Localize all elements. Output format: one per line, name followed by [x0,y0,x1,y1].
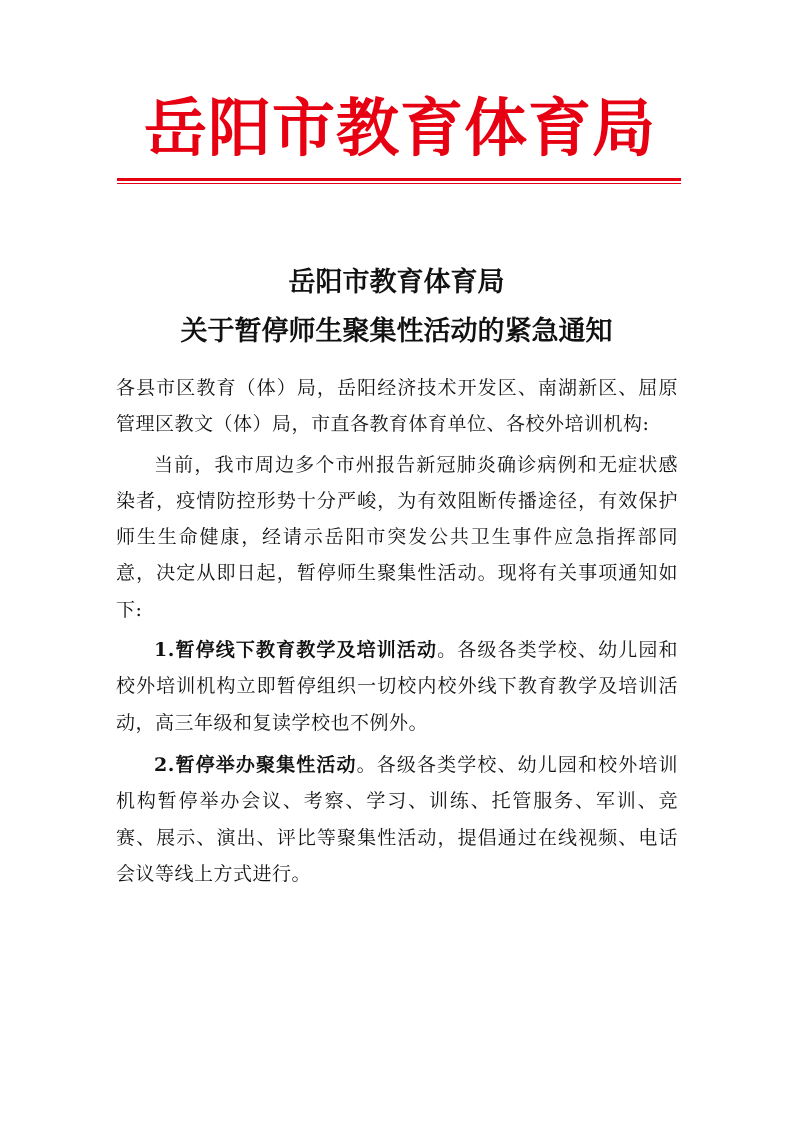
item-1-heading: 1.暂停线下教育教学及培训活动 [154,639,438,662]
item-2-heading: 2.暂停举办聚集性活动 [154,753,357,776]
letterhead-title: 岳阳市教育体育局 [144,91,656,165]
document-title-line2: 关于暂停师生聚集性活动的紧急通知 [180,316,613,347]
document-body [116,370,678,892]
salutation: 各县市区教育（体）局，岳阳经济技术开发区、南湖新区、屈原管理区教文（体）局，市直各教育体育单位、各校外培训机构: [116,377,678,436]
letterhead-rule-thin [117,183,681,184]
intro-paragraph: 当前，我市周边多个市州报告新冠肺炎确诊病例和无症状感染者，疫情防控形势十分严峻，为有效阻断传播途径，有效保护师生生命健康，经请示岳阳市突发公共卫生事件应急指挥部同意，决定从即日起，暂停师生聚集性活动。现将有关事项通知如下: [116,453,678,621]
item-2-text: 。各级各类学校、幼儿园和校外培训机构暂停举办会议、考察、学习、训练、托管服务、军训、竞赛、展示、演出、评比等聚集性活动，提倡通过在线视频、电话会议等线上方式进行。 [116,753,678,885]
item-paragraph-1 [116,632,678,741]
document-title-line1: 岳阳市教育体育局 [288,267,505,298]
item-paragraph-2 [116,747,678,892]
letterhead-rule-thick [117,178,681,181]
item-1-text: 。各级各类学校、幼儿园和校外培训机构立即暂停组织一切校内校外线下教育教学及培训活动，高三年级和复读学校也不例外。 [116,639,678,734]
